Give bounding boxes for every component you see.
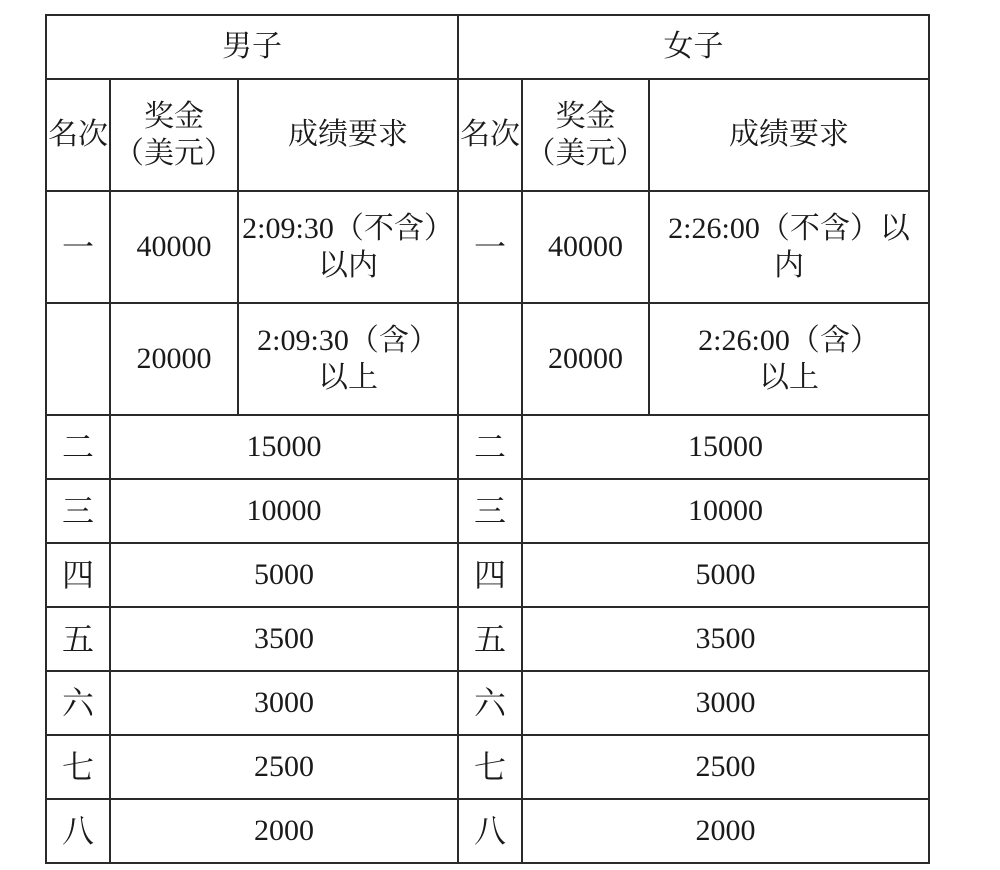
women-rank: 二 [458,415,522,479]
women-rank: 六 [458,671,522,735]
requirement-line1: 2:26:00（不含）以 [668,211,910,245]
men-rank-header: 名次 [46,79,110,191]
women-header: 女子 [458,15,929,79]
women-requirement-header: 成绩要求 [649,79,929,191]
men-rank: 八 [46,799,110,863]
men-header: 男子 [46,15,458,79]
table-row [46,415,929,479]
women-prize: 3000 [522,671,929,735]
men-prize-first-a: 40000 [110,191,238,303]
requirement-line2: 以内 [318,249,378,282]
requirement-line2: 内 [774,249,804,282]
men-rank: 三 [46,479,110,543]
men-prize: 3000 [110,671,458,735]
women-rank: 八 [458,799,522,863]
men-prize: 5000 [110,543,458,607]
men-prize-first-b: 20000 [110,303,238,415]
prize-money-table [45,14,930,864]
prize-header-line1: 奖金 [144,98,204,134]
women-prize: 2000 [522,799,929,863]
men-rank-first: 一 [46,191,110,303]
women-requirement-first-b [649,303,929,415]
men-requirement-first-a [238,191,458,303]
men-prize: 3500 [110,607,458,671]
men-prize: 15000 [110,415,458,479]
women-prize-header [522,79,649,191]
women-prize-first-a: 40000 [522,191,649,303]
prize-header-line2: （美元） [525,136,646,171]
prize-header-line1: 奖金 [555,98,616,134]
table-row [46,799,929,863]
prize-header-line2: （美元） [114,136,234,171]
women-prize: 10000 [522,479,929,543]
men-requirement-first-b [238,303,458,415]
men-prize: 2000 [110,799,458,863]
women-prize-first-b: 20000 [522,303,649,415]
men-rank: 四 [46,543,110,607]
women-rank: 三 [458,479,522,543]
requirement-line1: 2:09:30（不含） [242,211,454,245]
first-place-row-b [46,303,929,415]
women-prize: 3500 [522,607,929,671]
table-row [46,671,929,735]
men-prize: 2500 [110,735,458,799]
women-prize: 2500 [522,735,929,799]
women-rank-header: 名次 [458,79,522,191]
women-prize: 5000 [522,543,929,607]
men-prize: 10000 [110,479,458,543]
women-rank: 七 [458,735,522,799]
table-row [46,543,929,607]
women-rank: 四 [458,543,522,607]
gender-header-row [46,15,929,79]
men-prize-header [110,79,238,191]
table-row [46,607,929,671]
requirement-line2: 以上 [318,361,378,394]
women-rank-first: 一 [458,191,522,303]
table-row [46,735,929,799]
column-header-row [46,79,929,191]
men-rank: 六 [46,671,110,735]
men-rank: 五 [46,607,110,671]
men-rank: 七 [46,735,110,799]
women-rank-empty [458,303,522,415]
table-row [46,479,929,543]
requirement-line1: 2:09:30（含） [257,323,439,357]
requirement-line1: 2:26:00（含） [698,323,880,357]
men-rank: 二 [46,415,110,479]
first-place-row-a [46,191,929,303]
women-prize: 15000 [522,415,929,479]
requirement-line2: 以上 [759,361,819,394]
women-requirement-first-a [649,191,929,303]
men-rank-empty [46,303,110,415]
women-rank: 五 [458,607,522,671]
men-requirement-header: 成绩要求 [238,79,458,191]
